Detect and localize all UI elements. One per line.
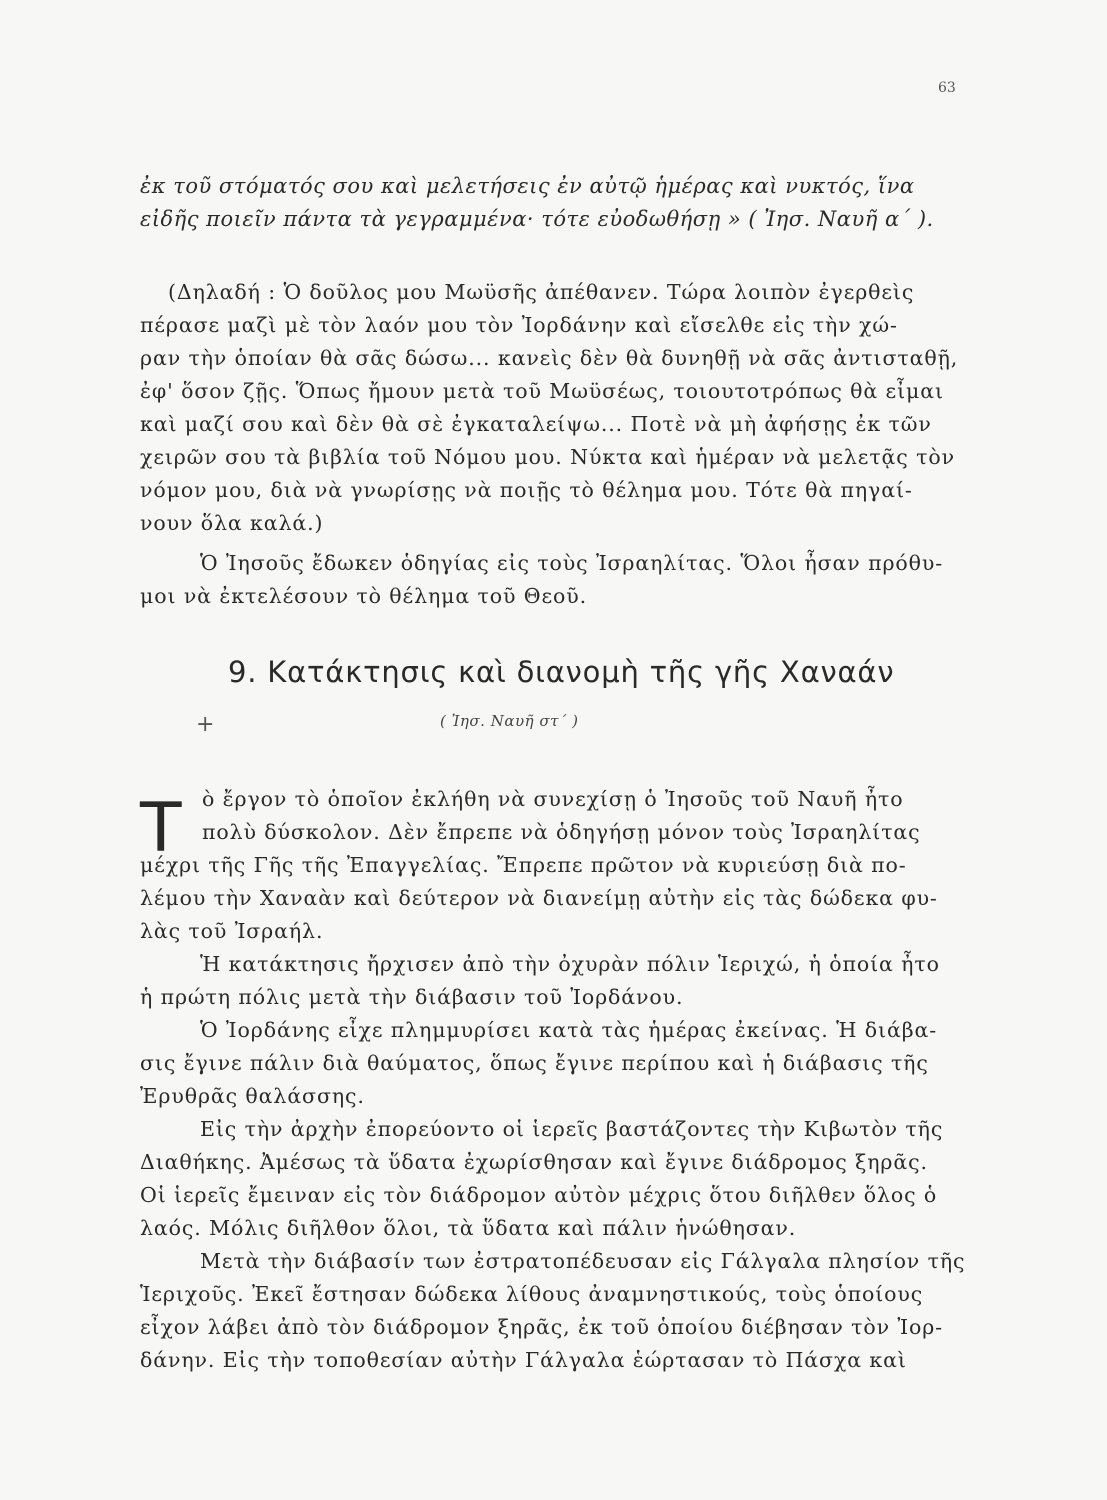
text-line: Ἐρυθρᾶς θαλάσσης.: [140, 1084, 365, 1108]
text-line: [140, 948, 960, 981]
text-line: νόμον μου, διὰ νὰ γνωρίσῃς νὰ ποιῇς τὸ θέλημα μου. Τότε θὰ πηγαί-: [140, 478, 913, 502]
text-line: χειρῶν σου τὰ βιβλία τοῦ Νόμου μου. Νύκτα καὶ ἡμέραν νὰ μελετᾷς τὸν: [140, 445, 955, 469]
text-line: σις ἔγινε πάλιν διὰ θαύματος, ὅπως ἔγινε περίπου καὶ ἡ διάβασις τῆς: [140, 1051, 929, 1075]
text-line-content: Μετὰ τὴν διάβασίν των ἐστρατοπέδευσαν εἰς Γάλγαλα πλησίον τῆς: [200, 1249, 966, 1273]
text-line: ὸ ἔργον τὸ ὁποῖον ἐκλήθη νὰ συνεχίσῃ ὁ Ἰησοῦς τοῦ Ναυῆ ἦτο: [202, 787, 904, 811]
text-line: [140, 547, 960, 580]
text-line: μέχρι τῆς Γῆς τῆς Ἐπαγγελίας. Ἔπρεπε πρῶτον νὰ κυριεύσῃ διὰ πο-: [140, 853, 907, 877]
text-line: [140, 1014, 960, 1047]
page-number: 63: [938, 80, 956, 96]
text-line: Ἱεριχοῦς. Ἐκεῖ ἔστησαν δώδεκα λίθους ἀναμνηστικούς, τοὺς ὁποίους: [140, 1282, 924, 1306]
scripture-quote: [140, 170, 960, 236]
instructions-paragraph: [140, 547, 960, 613]
text-line: [140, 1245, 966, 1278]
text-line: Διαθήκης. Ἀμέσως τὰ ὕδατα ἐχωρίσθησαν καὶ ἔγινε διάδρομος ξηρᾶς.: [140, 1150, 928, 1174]
text-line: εἶχον λάβει ἀπὸ τὸν διάδρομον ξηρᾶς, ἐκ τοῦ ὁποίου διέβησαν τὸν Ἰορ-: [140, 1315, 944, 1339]
text-line-content: Ὁ Ἰορδάνης εἶχε πλημμυρίσει κατὰ τὰς ἡμέρας ἐκείνας. Ἡ διάβα-: [200, 1018, 938, 1042]
text-line-content: Ἡ κατάκτησις ἤρχισεν ἀπὸ τὴν ὀχυρὰν πόλιν Ἱεριχώ, ἡ ὁποία ἦτο: [200, 952, 940, 976]
text-line-content: Εἰς τὴν ἀρχὴν ἐπορεύοντο οἱ ἱερεῖς βαστάζοντες τὴν Κιβωτὸν τῆς: [200, 1117, 944, 1141]
drop-cap: Τ: [140, 789, 182, 868]
text-line: λαός. Μόλις διῆλθον ὅλοι, τὰ ὕδατα καὶ πάλιν ἡνώθησαν.: [140, 1216, 797, 1240]
text-line: λὰς τοῦ Ἰσραήλ.: [140, 919, 324, 943]
text-line: ἐφ' ὅσον ζῇς. Ὅπως ἤμουν μετὰ τοῦ Μωϋσέως, τοιουτοτρόπως θὰ εἶμαι: [140, 379, 944, 403]
explanation-paragraph: [140, 276, 960, 540]
quote-line: ἐκ τοῦ στόματός σου καὶ μελετήσεις ἐν αὐτῷ ἡμέρας καὶ νυκτός, ἵνα: [140, 174, 915, 198]
text-line: Οἱ ἱερεῖς ἔμειναν εἰς τὸν διάδρομον αὐτὸν μέχρις ὅτου διῆλθεν ὅλος ὁ: [140, 1183, 938, 1207]
text-line: [140, 1113, 960, 1146]
text-line-content: Ὁ Ἰησοῦς ἔδωκεν ὁδηγίας εἰς τοὺς Ἰσραηλίτας. Ὅλοι ἦσαν πρόθυ-: [200, 551, 944, 575]
body-text: [140, 783, 966, 1377]
cross-mark: +: [196, 712, 215, 737]
quote-line: εἰδῆς ποιεῖν πάντα τὰ γεγραμμένα· τότε εὐοδωθήσῃ » ( Ἰησ. Ναυῆ α΄ ).: [140, 207, 934, 231]
text-line: νουν ὅλα καλά.): [140, 511, 324, 535]
text-line: ἡ πρώτη πόλις μετὰ τὴν διάβασιν τοῦ Ἰορδάνου.: [140, 985, 684, 1009]
section-reference: ( Ἰησ. Ναυῆ στ΄ ): [440, 712, 579, 730]
text-line: δάνην. Εἰς τὴν τοποθεσίαν αὐτὴν Γάλγαλα ἑώρτασαν τὸ Πάσχα καὶ: [140, 1348, 907, 1372]
text-line: λέμου τὴν Χαναὰν καὶ δεύτερον νὰ διανείμῃ αὐτὴν εἰς τὰς δώδεκα φυ-: [140, 886, 938, 910]
section-heading: 9. Κατάκτησις καὶ διανομὴ τῆς γῆς Χαναάν: [228, 655, 895, 689]
text-line: πολὺ δύσκολον. Δὲν ἔπρεπε νὰ ὁδηγήσῃ μόνον τοὺς Ἰσραηλίτας: [202, 820, 921, 844]
text-line: καὶ μαζί σου καὶ δὲν θὰ σὲ ἐγκαταλείψω... Ποτὲ νὰ μὴ ἀφήσῃς ἐκ τῶν: [140, 412, 932, 436]
text-line: ραν τὴν ὁποίαν θὰ σᾶς δώσω... κανεὶς δὲν θὰ δυνηθῇ νὰ σᾶς ἀντισταθῇ,: [140, 346, 959, 370]
text-line: πέρασε μαζὶ μὲ τὸν λαόν μου τὸν Ἰορδάνην καὶ εἴσελθε εἰς τὴν χώ-: [140, 313, 898, 337]
text-line: μοι νὰ ἐκτελέσουν τὸ θέλημα τοῦ Θεοῦ.: [140, 584, 588, 608]
text-line: (Δηλαδή : Ὁ δοῦλος μου Μωϋσῆς ἀπέθανεν. Τώρα λοιπὸν ἐγερθεὶς: [168, 280, 915, 304]
